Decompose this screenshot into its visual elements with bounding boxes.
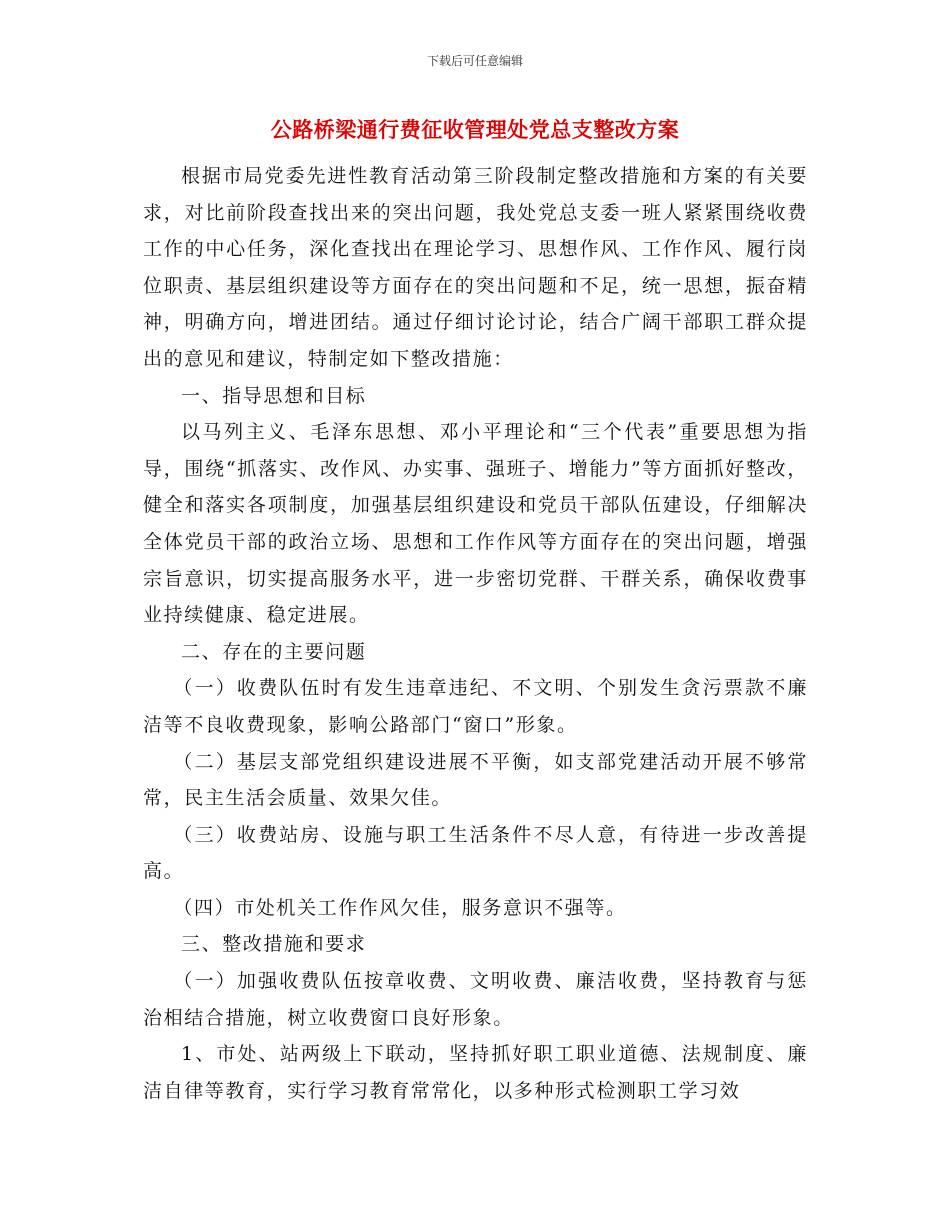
document-body: [143, 158, 808, 1109]
paragraph-intro: 根据市局党委先进性教育活动第三阶段制定整改措施和方案的有关要求，对比前阶段查找出来的突出问题，我处党总支委一班人紧紧围绕收费工作的中心任务，深化查找出在理论学习、思想作风、工作作风、履行岗位职责、基层组织建设等方面存在的突出问题和不足，统一思想，振奋精神，明确方向，增进团结。通过仔细讨论讨论，结合广阔干部职工群众提出的意见和建议，特制定如下整改措施：: [143, 165, 808, 370]
header-note: 下载后可任意编辑: [426, 54, 523, 68]
problem-item-2: （二）基层支部党组织建设进展不平衡，如支部党建活动开展不够常常，民主生活会质量、效果欠佳。: [143, 750, 808, 810]
section-heading-1: 一、指导思想和目标: [181, 384, 367, 407]
section-heading-3: 三、整改措施和要求: [181, 933, 367, 956]
measure-subitem-1: 1、市处、站两级上下联动，坚持抓好职工职业道德、法规制度、廉洁自律等教育，实行学习教育常常化，以多种形式检测职工学习效: [143, 1043, 808, 1102]
paragraph-guiding-thought: 以马列主义、毛泽东思想、邓小平理论和“三个代表”重要思想为指导，围绕“抓落实、改作风、办实事、强班子、增能力”等方面抓好整改，健全和落实各项制度，加强基层组织建设和党员干部队伍建设，仔细解决全体党员干部的政治立场、思想和工作作风等方面存在的突出问题，增强宗旨意识，切实提高服务水平，进一步密切党群、干群关系，确保收费事业持续健康、稳定进展。: [143, 421, 808, 627]
problem-item-4: （四）市处机关工作作风欠佳，服务意识不强等。: [173, 896, 627, 919]
measure-item-1: （一）加强收费队伍按章收费、文明收费、廉洁收费，坚持教育与惩治相结合措施，树立收费窗口良好形象。: [143, 970, 808, 1029]
section-heading-2: 二、存在的主要问题: [181, 640, 367, 663]
problem-item-1: （一）收费队伍时有发生违章违纪、不文明、个别发生贪污票款不廉洁等不良收费现象，影响公路部门“窗口”形象。: [143, 677, 808, 736]
document-title: 公路桥梁通行费征收管理处党总支整改方案: [270, 118, 680, 142]
problem-item-3: （三）收费站房、设施与职工生活条件不尽人意，有待进一步改善提高。: [143, 823, 808, 883]
